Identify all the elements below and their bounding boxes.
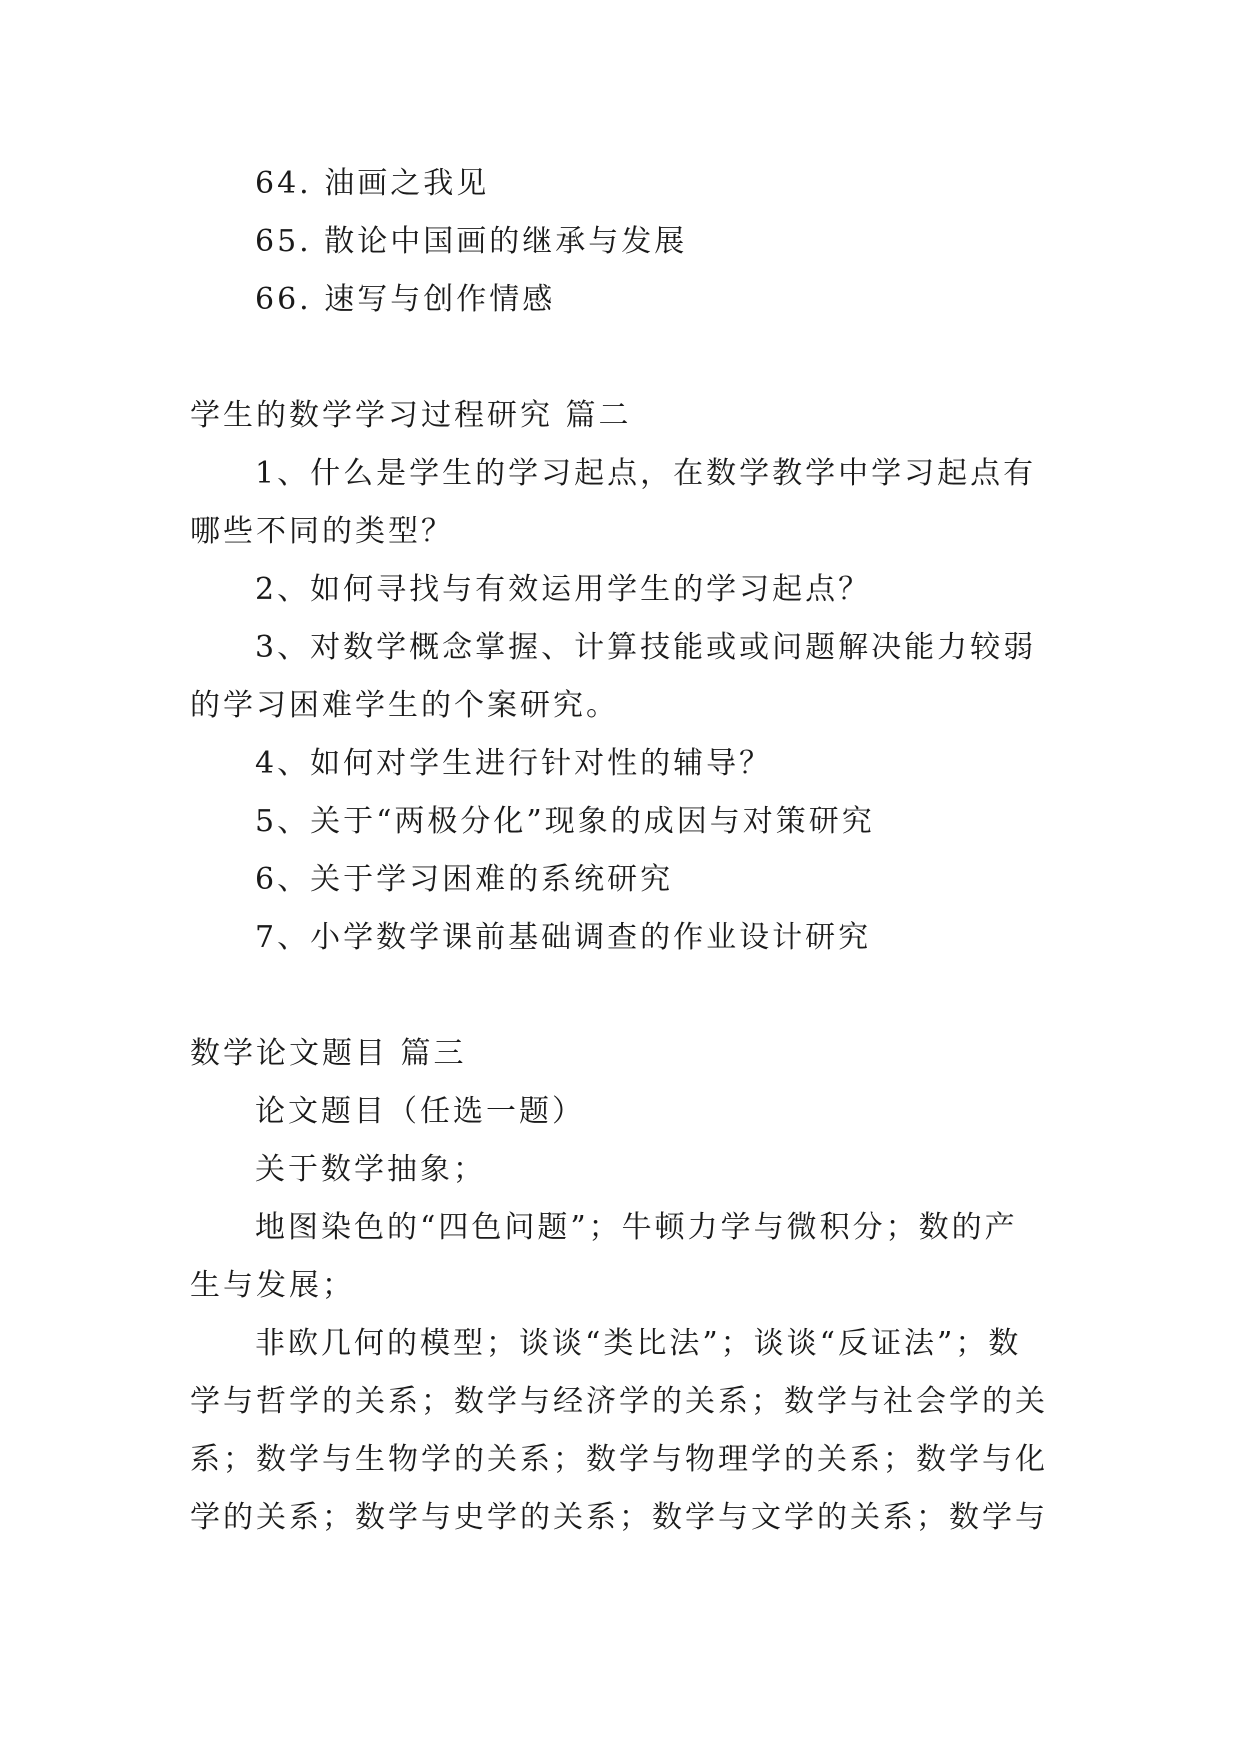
list-item: 6、关于学习困难的系统研究 [255,862,674,897]
section-heading: 学生的数学学习过程研究 篇二 [190,398,632,433]
paragraph-gap [190,329,1050,387]
paragraph: 非欧几何的模型；谈谈“类比法”；谈谈“反证法”；数学与哲学的关系；数学与经济学的关系；数学与社会学的关系；数学与生物学的关系；数学与物理学的关系；数学与化学的关系；数学与史学的关系；数学与文学的关系；数学与 [190,1326,1048,1535]
list-item: 4、如何对学生进行针对性的辅导？ [255,746,773,781]
list-item: 66. 速写与创作情感 [255,282,556,317]
list-item: 5、关于“两极分化”现象的成因与对策研究 [255,804,875,839]
list-item: 7、小学数学课前基础调查的作业设计研究 [255,920,872,955]
list-item: 3、对数学概念掌握、计算技能或或问题解决能力较弱的学习困难学生的个案研究。 [190,630,1037,723]
list-item: 65. 散论中国画的继承与发展 [255,224,688,259]
section-heading: 数学论文题目 篇三 [190,1036,467,1071]
paragraph: 关于数学抽象； [255,1152,486,1187]
list-item: 1、什么是学生的学习起点，在数学教学中学习起点有哪些不同的类型？ [190,456,1037,549]
paragraph-gap [190,967,1050,1025]
list-item: 64. 油画之我见 [255,166,490,201]
paragraph: 地图染色的“四色问题”；牛顿力学与微积分；数的产生与发展； [190,1210,1018,1303]
list-item: 2、如何寻找与有效运用学生的学习起点？ [255,572,872,607]
paragraph: 论文题目（任选一题） [255,1094,585,1129]
document-body [190,155,1050,1547]
